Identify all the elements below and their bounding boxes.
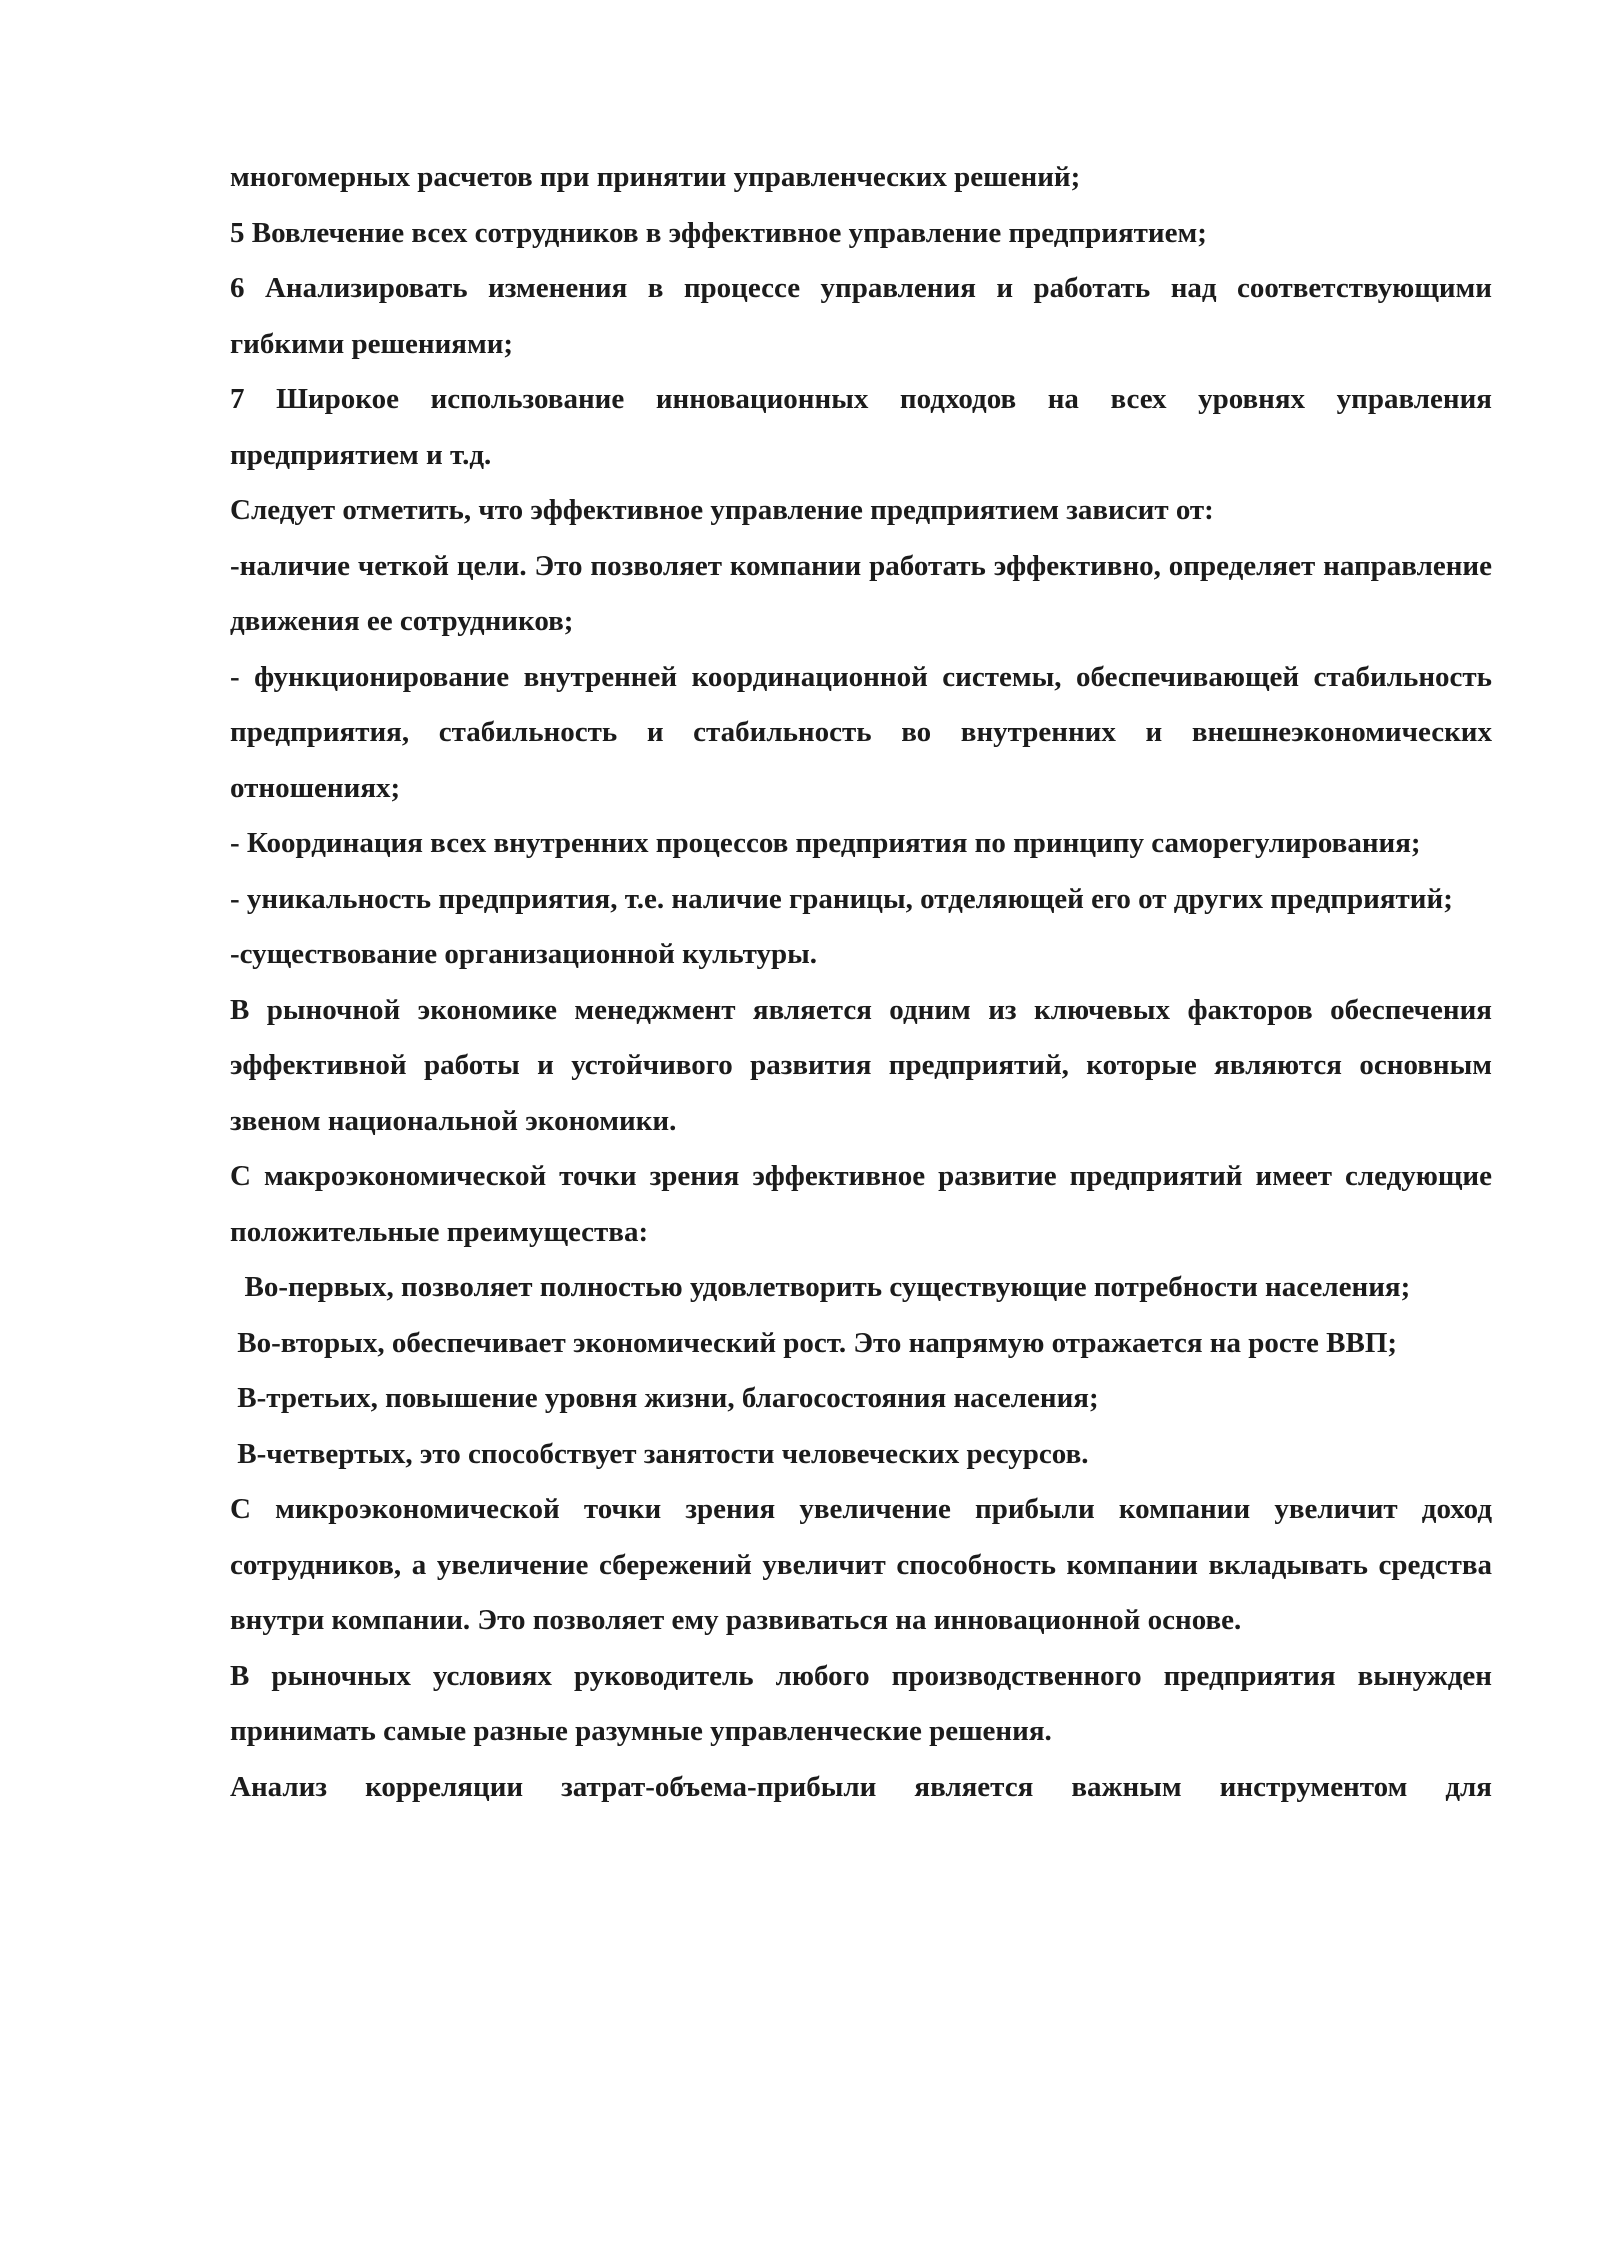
paragraph: 5 Вовлечение всех сотрудников в эффективное управление предприятием; (230, 216, 1207, 249)
paragraph: С микроэкономической точки зрения увеличение прибыли компании увеличит доход сотрудников, а увеличение сбережений увеличит способность компании вкладывать средства внутри компании. Это позволяет ему развиваться на инновационной основе. (230, 1493, 1492, 1636)
paragraph: -существование организационной культуры. (230, 938, 818, 970)
paragraph: - уникальность предприятия, т.е. наличие границы, отделяющей его от других предприятий; (230, 882, 1453, 915)
paragraph: - функционирование внутренней координационной системы, обеспечивающей стабильность предприятия, стабильность и стабильность во внутренних и внешнеэкономических отношениях; (230, 660, 1492, 804)
body-text (230, 150, 1492, 1815)
paragraph: -наличие четкой цели. Это позволяет компании работать эффективно, определяет направление движения ее сотрудников; (230, 549, 1492, 637)
paragraph: Во-вторых, обеспечивает экономический рост. Это напрямую отражается на росте ВВП; (230, 1326, 1398, 1359)
paragraph: Во-первых, позволяет полностью удовлетворить существующие потребности населения; (230, 1271, 1411, 1303)
paragraph: В-третьих, повышение уровня жизни, благосостояния населения; (230, 1382, 1099, 1414)
paragraph: Анализ корреляции затрат-объема-прибыли является важным инструментом для (230, 1770, 1492, 1803)
paragraph: 6 Анализировать изменения в процессе управления и работать над соответствующими гибкими решениями; (230, 272, 1492, 360)
paragraph: 7 Широкое использование инновационных подходов на всех уровнях управления предприятием и т.д. (230, 383, 1492, 471)
paragraph: В рыночных условиях руководитель любого производственного предприятия вынужден принимать самые разные разумные управленческие решения. (230, 1659, 1492, 1747)
paragraph: С макроэкономической точки зрения эффективное развитие предприятий имеет следующие положительные преимущества: (230, 1160, 1492, 1248)
paragraph: многомерных расчетов при принятии управленческих решений; (230, 161, 1081, 193)
paragraph: В рыночной экономике менеджмент является одним из ключевых факторов обеспечения эффективной работы и устойчивого развития предприятий, которые являются основным звеном национальной экономики. (230, 993, 1492, 1137)
paragraph: В-четвертых, это способствует занятости человеческих ресурсов. (230, 1437, 1089, 1470)
paragraph: Следует отметить, что эффективное управление предприятием зависит от: (230, 494, 1214, 526)
paragraph: - Координация всех внутренних процессов предприятия по принципу саморегулирования; (230, 827, 1421, 859)
